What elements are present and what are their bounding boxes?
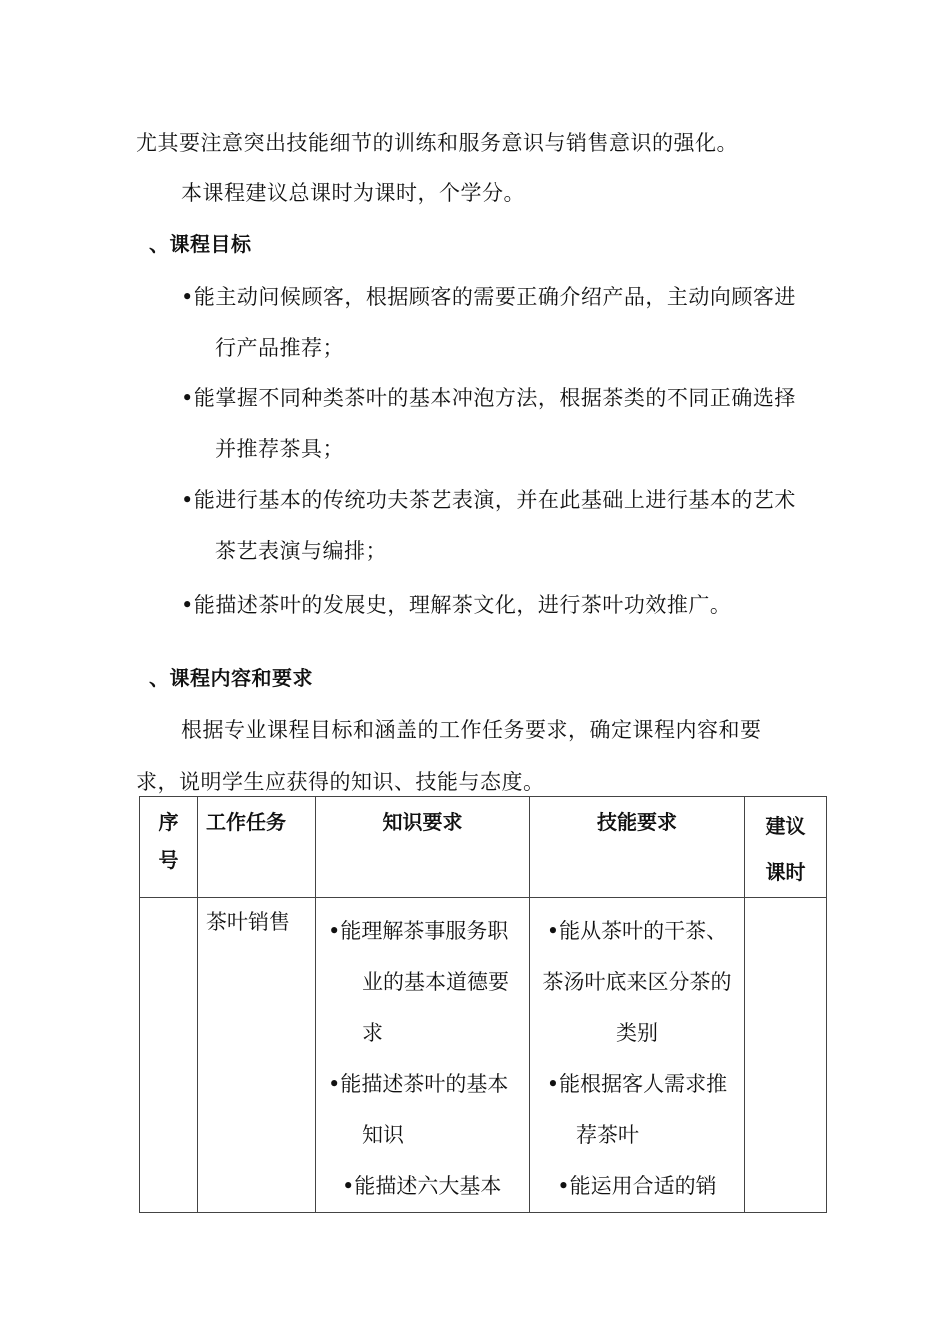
content-para-line-b: 求，说明学生应获得的知识、技能与态度。 <box>136 770 545 794</box>
goal-2-line-a: •能掌握不同种类茶叶的基本冲泡方法，根据茶类的不同正确选择 <box>181 386 796 410</box>
goal-3-line-b: 茶艺表演与编排； <box>215 539 387 563</box>
header-knowledge <box>316 797 530 898</box>
header-seq-b: 号 <box>158 848 179 872</box>
header-seq-a: 序 <box>158 810 179 834</box>
content-para-line-a: 根据专业课程目标和涵盖的工作任务要求，确定课程内容和要 <box>181 718 762 742</box>
knowledge-line-3: 求 <box>362 1021 383 1045</box>
course-content-table <box>139 796 827 1213</box>
header-skill-label: 技能要求 <box>597 810 677 834</box>
header-knowledge-label: 知识要求 <box>382 810 463 834</box>
knowledge-line-6: •能描述六大基本 <box>342 1174 502 1198</box>
row1-task-cell <box>198 898 316 1213</box>
header-seq <box>140 797 198 898</box>
knowledge-line-2: 业的基本道德要 <box>362 970 509 994</box>
skill-line-4: •能根据客人需求推 <box>546 1072 728 1096</box>
heading-course-content: 、课程内容和要求 <box>149 666 313 690</box>
goal-1-line-a: •能主动问候顾客，根据顾客的需要正确介绍产品，主动向顾客进 <box>181 285 796 309</box>
row1-skill-cell <box>530 898 745 1213</box>
knowledge-line-4: •能描述茶叶的基本 <box>328 1072 509 1096</box>
skill-line-6: •能运用合适的销 <box>557 1174 717 1198</box>
header-hours-b: 课时 <box>765 860 806 884</box>
header-hours-a: 建议 <box>765 814 806 838</box>
goal-2-line-b: 并推荐茶具； <box>215 437 344 461</box>
body-line-2: 本课程建议总课时为课时，个学分。 <box>181 181 525 205</box>
skill-line-3: 类别 <box>616 1021 658 1045</box>
header-skill <box>530 797 745 898</box>
body-line-1: 尤其要注意突出技能细节的训练和服务意识与销售意识的强化。 <box>136 131 738 155</box>
row1-hours <box>745 898 827 1213</box>
heading-course-goals: 、课程目标 <box>149 232 252 256</box>
table-header-row <box>140 797 827 898</box>
goal-4-line-a: •能描述茶叶的发展史，理解茶文化，进行茶叶功效推广。 <box>181 593 732 617</box>
row1-seq <box>140 898 198 1213</box>
header-hours <box>745 797 827 898</box>
skill-line-2: 茶汤叶底来区分茶的 <box>542 970 732 994</box>
knowledge-line-5: 知识 <box>362 1123 404 1147</box>
table-row <box>140 898 827 1213</box>
goal-1-line-b: 行产品推荐； <box>215 336 344 360</box>
goal-3-line-a: •能进行基本的传统功夫茶艺表演，并在此基础上进行基本的艺术 <box>181 488 796 512</box>
header-task-label: 工作任务 <box>206 810 286 834</box>
header-task <box>198 797 316 898</box>
knowledge-line-1: •能理解茶事服务职 <box>328 919 509 943</box>
skill-line-5: 荐茶叶 <box>576 1123 639 1147</box>
skill-line-1: •能从茶叶的干茶、 <box>546 919 728 943</box>
row1-knowledge-cell <box>316 898 530 1213</box>
row1-task: 茶叶销售 <box>206 910 290 934</box>
